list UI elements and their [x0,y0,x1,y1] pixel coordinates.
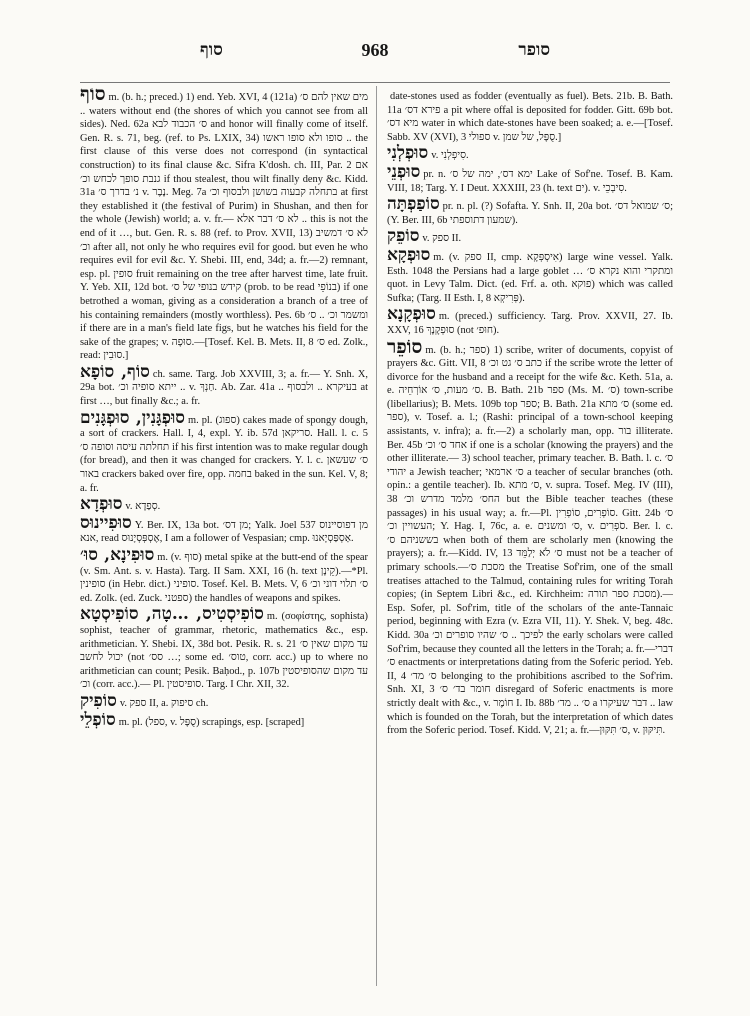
left-column [80,88,368,993]
dictionary-entry [387,88,673,144]
dictionary-entry [80,604,368,692]
entry-text: Y. Ber. IX, 13a bot. מן דס׳; Yalk. Joel 537 מן דפוסיינוס אנא, read אֶסְפְּסְיָנוּס, I am a follower of Vespasian; cmp. אַסְפַּסְיָאנוּ. [80,519,368,545]
dictionary-entry [387,194,673,227]
entry-headword: סוּפִינָא, סוּ׳ [80,545,155,565]
entry-headword: סוּפִיינוּס [80,512,132,533]
entry-headword: סוֹף, סוֹפָא [80,361,150,382]
entry-text: m. (b. h.; ספר) 1) scribe, writer of documents, copyist of prayers &c. Gitt. VII, 8 כתב ס׳ גט וכ׳ if the scribe wrote the letter of divorce for the husband and a receipt for the wife &c. Keth. 51a, a. e. ס׳ מעות, ס׳ אוֹרְחֵיה. B. Bath. 21b ספר (Ms. M. ס׳) town-scribe (libellarius); B. Mets. 109b top ספר; B. Bath. 21a ס׳ מתא (some ed. ספר), v. Tosef. a. l.; (Rashi: principal of a town-school keeping assistants, v. infra); a. fr.—2) a scholarly man, opp. בור illiterate. Ber. 45b אחד ס׳ וכ׳ if one is a scholar (knowing the prayers) and the other illiterate.— 3) school teacher, primary teacher. B. Bath. l. c. ס׳ יהודי a Jewish teacher; ס׳ ארמאי a teacher of secular branches (oth. opin.: a gentile teacher). Ib. ס׳ מתא, v. supra. Tosef. Meg. IV (III), 38 החס׳ מלמד מדרש וכ׳ but the Bible teacher teaches (these passages) in his usual way; a. fr.—Pl. סוֹפְרִים, סוֹפְרִין. Gitt. 24b ס׳ העשויין וכ׳; Y. Hag. I, 76c, a. e. ס׳ ומשנים, v. סֹפְרִים. Ber. l. c. בששניהם ס׳ when both of them are scholarly men (knowing the prayers); a. fr.—Kidd. IV, 13 ס׳ לֹא יְלַמֵּד must not be a teacher of primary schools.—מסכת ס׳ the Treatise Sof'rim, one of the small treatises attached to the Talmud, containing rules for writing Torah copies; (in Septem Libri &c., ed. Kirchheim: מסכת ספר תורה).—Esp. Sofer, pl. Sof'rim, title of the scholars of the ante-Tannaic period, beginning with Ezra (v. Ezra VII, 11). Y. Shek. V, beg. 48c. Kidd. 30a לפיכך .. ס׳ שהיו סופרים וכ׳ the early scholars were called Sof'rim, because they counted all the letters in the Torah; a. fr.—דברי ס׳ enactments or interpretations dating from the Soferic period. Yeb. II, 4 ס׳ מד׳ belonging to the prohibitions ascribed to the Sof'rim. Snh. XI, 3 חומר בד׳ ס׳ disregard of Soferic enactments is more strictly dealt with &c., v. חוֹמֶר I. Ib. 88b ס׳ .. מד׳ a דבר שעיקרו .. law which is founded on the Torah, but the interpretation of which dates from the Soferic period. Tosef. Kidd. V, 21; a. fr.—ס׳ תִּקּוּן, v. תִּיקּוּן. [387,344,673,737]
entry-headword: סוּפְנֵי [387,161,421,182]
entry-text: m. pl. (ספוג) cakes made of spongy dough, a sort of crackers. Hall. I, 4, expl. Y. ib. 57d סריקאן. Hall. l. c. 5 תחלתה עיסה וסופה ס׳ if his first intention was to make regular dough (for bread), and then it was changed for crackers. Y. l. c. ס׳ שעשאן באור crackers baked over fire, opp. בחמה baked in the sun. Kel. V, 8; a. fr. [80,414,368,494]
dictionary-entry [387,161,673,195]
header-rule [80,82,670,83]
entry-text: m. (v. ספק II, cmp. אִיסְפְּקָא) large wine vessel. Yalk. Esth. 1048 the Persians had a large goblet … ומתקרי והוא נקרא ס׳ quot. in Levy Talm. Dict. (ed. Frf. a. oth. פוקא) which was called Sufka; (Targ. II Esth. I, 8 פְּרִיקְא). [387,251,673,304]
entry-headword: סוּפְקָנָא [387,304,436,325]
dictionary-entry [80,512,368,546]
running-head-right: סופר [518,40,550,60]
dictionary-entry [387,143,673,164]
entry-headword: סוּפְגָּנִין, סוּפְגָּנִים [80,407,185,428]
entry-text: pr. n. ימא דס׳, ימה של ס׳ Lake of Sof'ne. Tosef. B. Kam. VIII, 18; Targ. Y. I Deut. XXXIII, 23 (h. text ים). v. סִיבְכֵי. [387,168,673,194]
entry-headword: סוֹפִיסְטִיס, …טָה, סוֹפִיסְטָא [80,604,264,625]
page-header [70,40,680,66]
entry-text: date-stones used as fodder (eventually as fuel). Bets. 21b. B. Bath. 11a פירא דס׳ a pit where offal is deposited for fodder. Gitt. 69b bot. מיא דס׳ water in which date-stones have been soaked; a. e.—[Tosef. Sabb. XV (XVI), 3 ספולי v. סֻפָּל, של שמן.] [387,91,673,143]
dictionary-entry [80,361,368,409]
dictionary-entry [80,545,368,605]
running-head-left: סוף [200,40,223,60]
dictionary-entry [80,494,368,515]
entry-headword: סוּפְלְנִי [387,143,429,164]
entry-text: m. (v. סוף) metal spike at the butt-end of the spear (v. Sm. Ant. s. v. Hasta). Targ. II Sam. XXI, 16 (h. text קֵינָן).—*Pl. סופינין (in Hebr. dict.) סופיני. Tosef. Kel. B. Mets. V, 6 ס׳ תלוי דוני וכ׳ ed. Zolk. (ed. Zuck. ספטני) the handles of weapons and spikes. [80,552,368,604]
entry-headword: סוֹפִיק [80,690,117,711]
entry-text: pr. n. pl. (?) Sofafta. Y. Snh. II, 20a bot. ס׳ שמואל דס׳; (Y. Ber. III, 6b שמעון דתוספתי). [387,201,673,226]
entry-headword: סוֹפְלֵי [80,709,116,730]
entry-headword: סוֹפַפְתָּה [387,194,440,215]
column-divider [376,86,377,986]
entry-text: m. (preced.) sufficiency. Targ. Prov. XXVII, 27. Ib. XXV, 16 סוּפְקָנָךְ (not חוּפ׳). [387,311,673,336]
entry-headword: סוֹפֵר [387,335,423,358]
entry-headword: סוּפְדָא [80,494,123,515]
dictionary-entry [80,709,368,730]
dictionary-entry [387,244,673,305]
page-number: 968 [361,40,389,60]
entry-headword: סוֹפֵק [387,226,420,247]
entry-text: v. ספק II. [422,233,462,245]
dictionary-entry [80,407,368,496]
entry-text: m. pl. (ספל, v. סֻפָּל) scrapings, esp. [scraped] [118,716,305,728]
entry-text: ch. same. Targ. Job XXVIII, 3; a. fr.— Y. Snh. X, 29a bot. ייתא סופיה וכ׳ .. v. חַנְךְ. Ab. Zar. 41a .. בעיקרא .. ולבסוף at first …, but finally &c.; a. fr. [80,368,368,408]
entry-text: v. ספק II, a. סיפוק ch. [119,697,209,709]
entry-text: m. (σοφίστης, sophista) sophist, teacher of grammar, rhetoric, mathematics &c., esp. arithmetician. Y. Shebi. IX, 38d bot. Pesik. R. s. 21 עד מקום שאין ס׳ יכול לחשב (not סס׳ …; some ed. טוס׳, corr. acc.) up to where no arithmetician can count; Pesik. Baḥod., p. 107b עד מקום שהסופיסטין וכ׳ (corr. acc.).— Pl. סופיסטין. Targ. I Chr. XII, 32. [80,611,368,691]
entry-text: v. סְפַדָא. [125,501,161,513]
entry-text: m. (b. h.; preced.) 1) end. Yeb. XVI, 4 (121a) מים שאין להם ס׳ .. waters without end (the shores of which you cannot see from all sides). Ned. 62a ס׳ הכבוד לבא and honor will finally come of itself. Gen. R. s. 71, beg. (ref. to Ps. LXIX, 34) סופו ולא סופו ראשו .. the first clause of this verse does not correspond (in syntactical construction) to its final clause &c. Sifra K'dosh. ch. III, Par. 2 אם גנבת סופך לכחש וכ׳ if thou stealest, thou wilt finally deny &c. Kidd. 31a נ׳ בדרך ס׳ v. נֶבֶר. Meg. 7a בתחלה קבעוה בשושן ולבסוף וכ׳ at first they established it (the festival of Purim) in Shushan, and then for the whole (Jewish) world; a. v. fr.— לא ס׳ דבר אלא .. this is not the end of it …, but. Gen. R. s. 88 (ref. to Prov. XVII, 13) לא ס׳ דמשיב וכ׳ after all, not only he who requires evil for good. but even he who requires evil for evil &c. Y. Shebi. III, end, 34d; a. fr.—2) remnant, esp. pl. סופין fruit remaining on the tree after harvest time, late fruit. Y. Yeb. XII, 12d bot. קידש בנופי של ס׳ (prob. to be read בנוֹפֵי) if one betrothed a woman, giving as a consideration a branch of a tree of his containing remainders (mostly worthless). Pes. 6b ומשמר וכ׳ .. ס׳ if there are in a man's field late figs, but he watches his field for the sake of the grapes; v. סוּפָה.—[Tosef. Kel. B. Mets. II, 8 ס׳ ed. Zolk., read: סוּבִין.] [80,92,368,362]
dictionary-entry [80,88,368,363]
entry-headword: סוֹף [80,88,106,105]
dictionary-entry [387,226,673,247]
entry-headword: סוּפְקָא [387,244,431,265]
right-column [387,88,673,993]
dictionary-entry [387,335,673,738]
entry-text: v. סִיפְלְנִי. [431,150,469,162]
dictionary-entry [80,690,368,711]
dictionary-entry [387,304,673,337]
